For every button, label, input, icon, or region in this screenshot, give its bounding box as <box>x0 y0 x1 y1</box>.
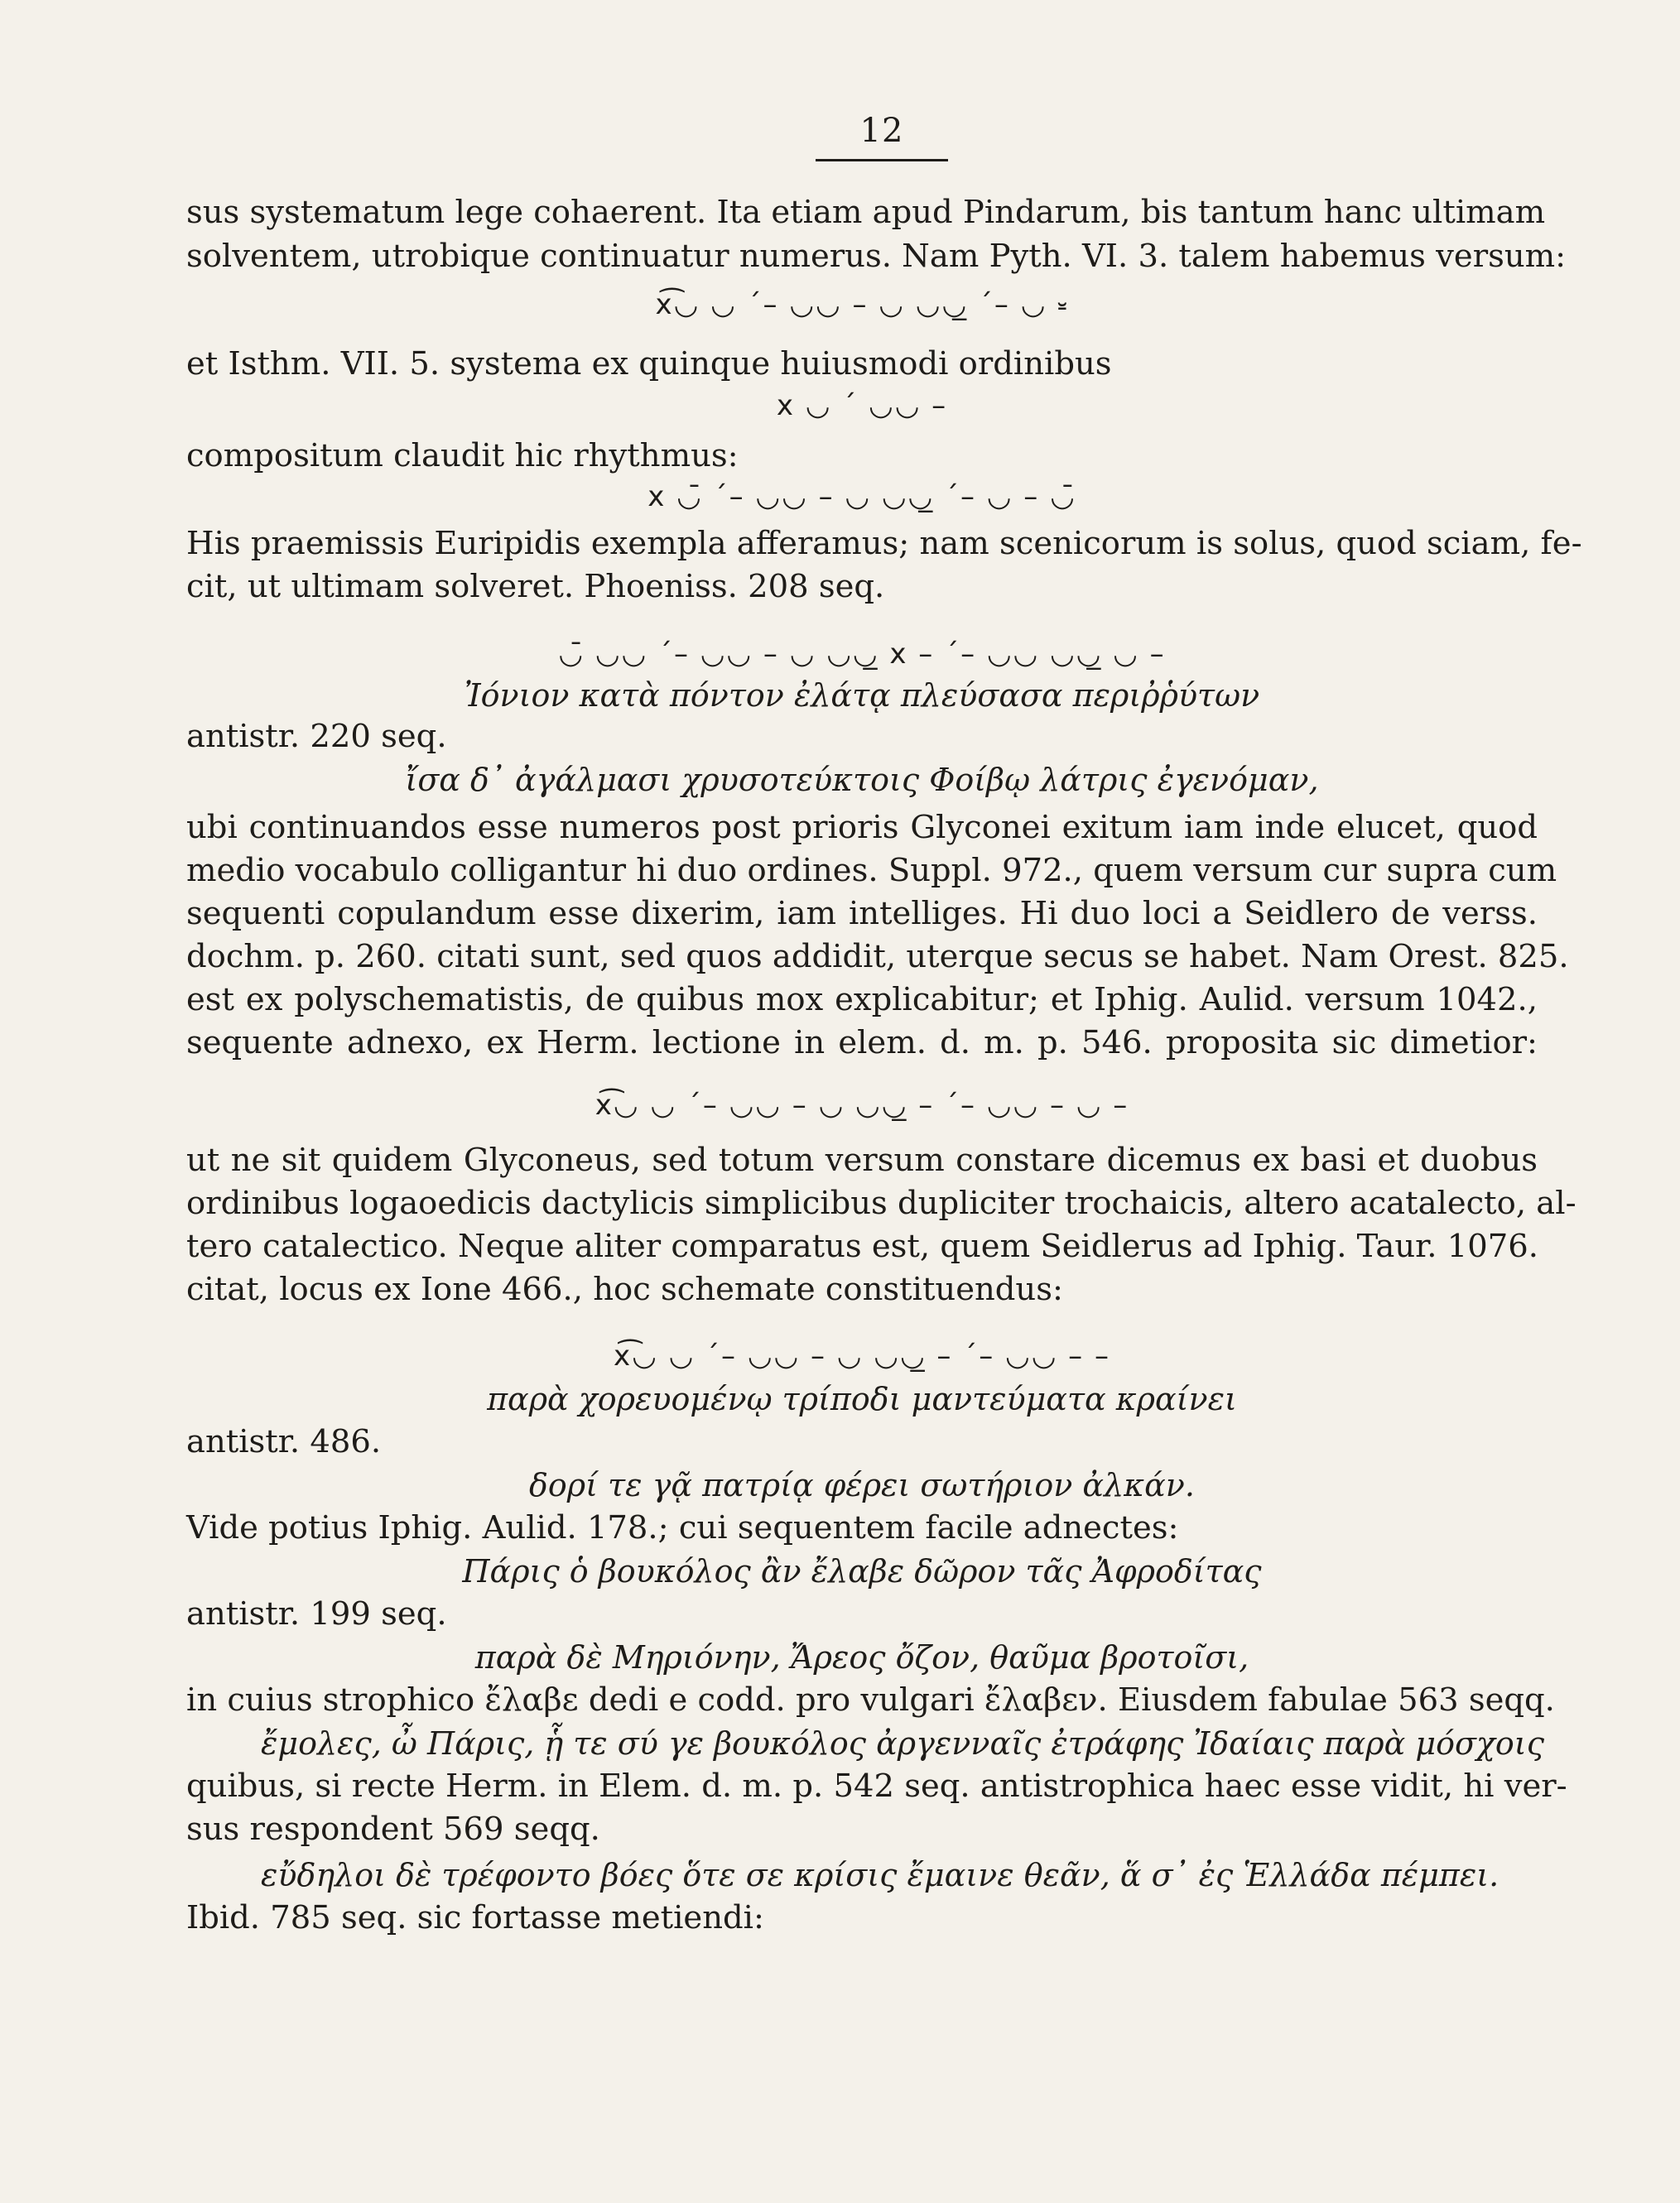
metrical-scheme: x͡◡ ◡ ˊ– ◡◡ – ◡ ◡◡̲ ˊ– ◡ ⏓ <box>655 288 1069 321</box>
greek-verse: ἴσα δ᾽ ἀγάλμασι χρυσοτεύκτοις Φοίβῳ λάτρις ἐγενόμαν, <box>405 762 1319 798</box>
text-line: His praemissis Euripidis exempla afferamus; nam scenicorum is solus, quod sciam, fe- <box>186 525 1582 562</box>
text-line: compositum claudit hic rhythmus: <box>186 437 739 474</box>
text-line: ubi continuandos esse numeros post prioris Glyconei exitum iam inde elucet, quod <box>186 809 1538 846</box>
metrical-scheme: ◡̄ ◡◡ ˊ– ◡◡ – ◡ ◡◡̲ x – ˊ– ◡◡ ◡◡̲ ◡ – <box>558 637 1166 671</box>
greek-verse: εὔδηλοι δὲ τρέφοντο βόες ὅτε σε κρίσις ἔμαινε θεᾶν, ἅ σ᾽ ἐς Ἑλλάδα πέμπει. <box>261 1857 1499 1893</box>
text-line: in cuius strophico ἔλαβε dedi e codd. pro vulgari ἔλαβεν. Eiusdem fabulae 563 seqq. <box>186 1681 1555 1719</box>
text-line: antistr. 486. <box>186 1423 382 1460</box>
text-line: antistr. 220 seq. <box>186 718 447 755</box>
text-line: et Isthm. VII. 5. systema ex quinque huiusmodi ordinibus <box>186 345 1112 382</box>
page-number: 12 <box>859 112 904 150</box>
text-line: ut ne sit quidem Glyconeus, sed totum versum constare dicemus ex basi et duobus <box>186 1142 1538 1179</box>
text-line: sus respondent 569 seqq. <box>186 1811 600 1848</box>
metrical-scheme: x͡◡ ◡ ˊ– ◡◡ – ◡ ◡◡̲ – ˊ– ◡◡ – – <box>613 1340 1110 1373</box>
text-line: sus systematum lege cohaerent. Ita etiam apud Pindarum, bis tantum hanc ultimam <box>186 194 1546 231</box>
text-line: dochm. p. 260. citati sunt, sed quos addidit, uterque secus se habet. Nam Orest. 825. <box>186 938 1569 975</box>
text-line: citat, locus ex Ione 466., hoc schemate constituendus: <box>186 1271 1063 1308</box>
text-line: quibus, si recte Herm. in Elem. d. m. p. 542 seq. antistrophica haec esse vidit, hi ver- <box>186 1768 1567 1805</box>
text-line: tero catalectico. Neque aliter comparatus est, quem Seidlerus ad Iphig. Taur. 1076. <box>186 1228 1538 1265</box>
text-line: sequenti copulandum esse dixerim, iam intelliges. Hi duo loci a Seidlero de verss. <box>186 895 1538 932</box>
text-line: medio vocabulo colligantur hi duo ordines. Suppl. 972., quem versum cur supra cum <box>186 852 1557 889</box>
page-number-rule <box>816 159 948 161</box>
text-line: solventem, utrobique continuatur numerus. Nam Pyth. VI. 3. talem habemus versum: <box>186 238 1567 275</box>
greek-verse: Ἰόνιον κατὰ πόντον ἐλάτᾳ πλεύσασα περιῤῥύτων <box>464 677 1260 714</box>
text-line: ordinibus logaoedicis dactylicis simplicibus dupliciter trochaicis, altero acatalecto, al- <box>186 1185 1577 1222</box>
text-line: antistr. 199 seq. <box>186 1595 447 1633</box>
greek-verse: παρὰ δὲ Μηριόνην, Ἄρεος ὄζον, θαῦμα βροτοῖσι, <box>474 1639 1249 1676</box>
text-line: cit, ut ultimam solveret. Phoeniss. 208 seq. <box>186 568 885 605</box>
greek-verse: δορί τε γᾷ πατρίᾳ φέρει σωτήριον ἀλκάν. <box>529 1467 1195 1503</box>
metrical-scheme: x ◡̄ ˊ– ◡◡ – ◡ ◡◡̲ ˊ– ◡ – ◡̄ <box>647 480 1076 513</box>
greek-verse: Πάρις ὁ βουκόλος ἂν ἔλαβε δῶρον τᾶς Ἀφροδίτας <box>462 1553 1262 1590</box>
text-line: sequente adnexo, ex Herm. lectione in elem. d. m. p. 546. proposita sic dimetior: <box>186 1024 1538 1061</box>
text-line: Ibid. 785 seq. sic fortasse metiendi: <box>186 1899 764 1936</box>
greek-verse: ἔμολες, ὦ Πάρις, ᾗ τε σύ γε βουκόλος ἀργενναῖς ἐτράφης Ἰδαίαις παρὰ μόσχοις <box>261 1725 1544 1762</box>
text-line: est ex polyschematistis, de quibus mox explicabitur; et Iphig. Aulid. versum 1042., <box>186 981 1538 1018</box>
metrical-scheme: x͡◡ ◡ ˊ– ◡◡ – ◡ ◡◡̲ – ˊ– ◡◡ – ◡ – <box>594 1089 1129 1122</box>
greek-verse: παρὰ χορευομένῳ τρίποδι μαντεύματα κραίνει <box>487 1381 1237 1417</box>
text-line: Vide potius Iphig. Aulid. 178.; cui sequentem facile adnectes: <box>186 1509 1179 1546</box>
metrical-scheme: x ◡ ˊ ◡◡ – <box>776 389 948 422</box>
